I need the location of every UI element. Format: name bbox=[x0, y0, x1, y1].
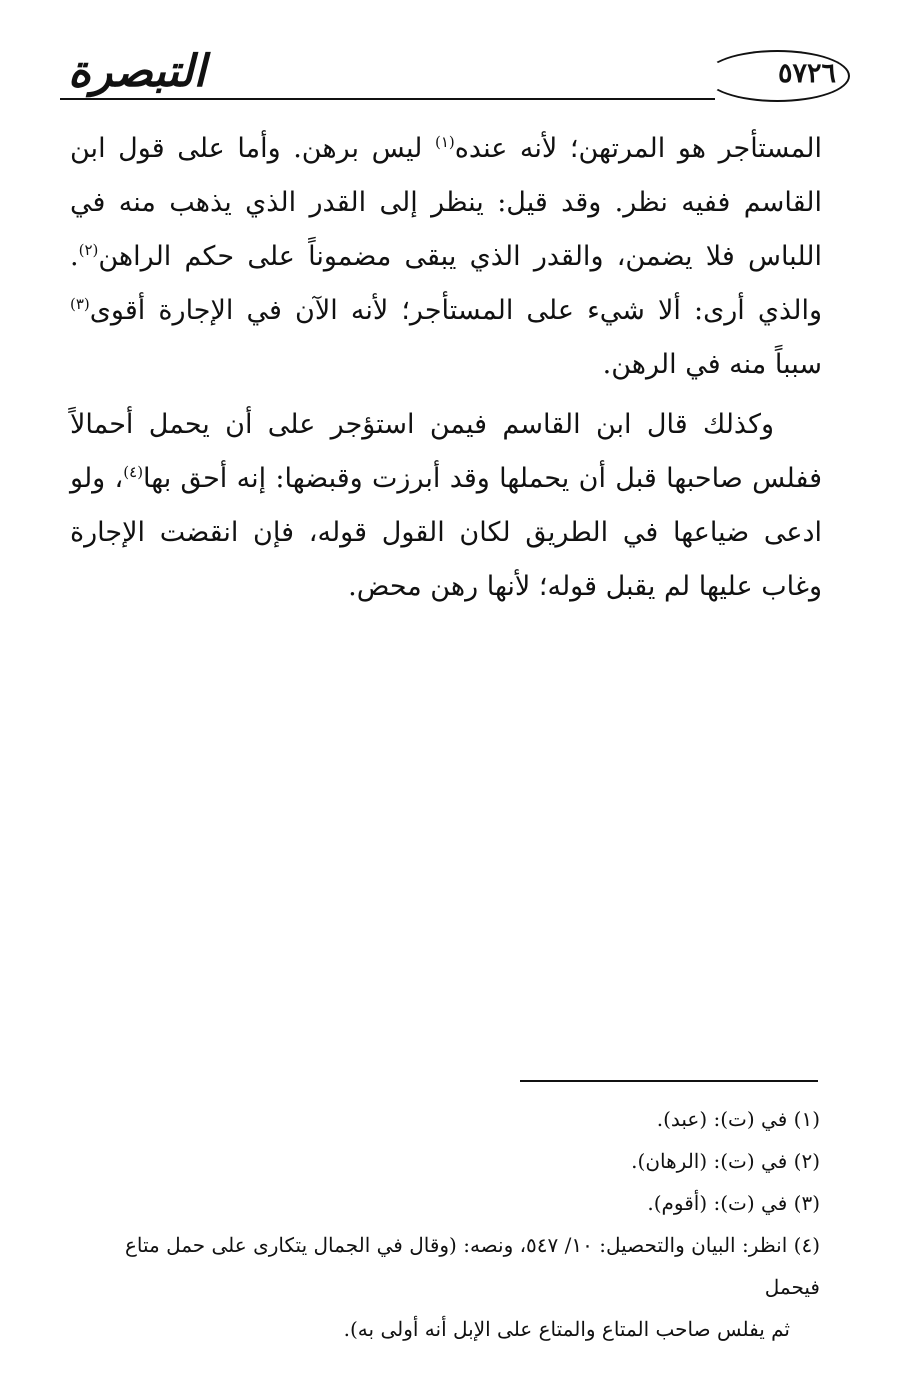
footnote: (١) في (ت): (عبد). bbox=[656, 1107, 820, 1131]
text-run: . والذي أرى: ألا شيء على المستأجر؛ لأنه الآن في الإجارة أقوى bbox=[70, 241, 822, 326]
text-run: وكذلك قال ابن القاسم فيمن استؤجر على أن يحمل أحمالاً ففلس صاحبها قبل أن يحملها وقد أبرزت وقبضها: إنه أحق بها bbox=[70, 409, 823, 494]
footnotes bbox=[85, 1098, 820, 1350]
footnote-ref-4: (٤) bbox=[123, 463, 144, 481]
text-run: ، ولو ادعى ضياعها في الطريق لكان القول قوله، فإن انقضت الإجارة وغاب عليها لم يقبل قوله؛ لأنها رهن محض. bbox=[70, 463, 822, 602]
footnote: (٣) في (ت): (أقوم). bbox=[647, 1191, 820, 1215]
footnote-ref-1: (١) bbox=[434, 133, 455, 151]
text-run: سبباً منه في الرهن. bbox=[602, 349, 822, 380]
header-rule bbox=[60, 98, 715, 100]
body-text bbox=[70, 122, 822, 614]
footnote-continuation: ثم يفلس صاحب المتاع والمتاع على الإبل أنه أولى به). bbox=[343, 1317, 790, 1341]
page-number: ٥٧٢٦ bbox=[777, 58, 836, 89]
page-header bbox=[60, 40, 850, 115]
text-run: المستأجر هو المرتهن؛ لأنه عنده bbox=[454, 133, 822, 164]
footnote-ref-2: (٢) bbox=[78, 241, 99, 259]
text-run: ليس برهن. وأما على قول ابن القاسم ففيه نظر. وقد قيل: ينظر إلى القدر الذي يذهب منه في اللباس فلا يضمن، والقدر الذي يبقى مضموناً على حكم الراهن bbox=[70, 133, 822, 272]
book-title: التبصرة bbox=[68, 46, 206, 97]
footnote-separator bbox=[520, 1080, 818, 1082]
footnote: (٤) انظر: البيان والتحصيل: ١٠/ ٥٤٧، ونصه: (وقال في الجمال يتكارى على حمل متاع فيحمل bbox=[124, 1233, 820, 1299]
paragraph bbox=[70, 122, 822, 392]
paragraph bbox=[70, 398, 822, 614]
footnote-ref-3: (٣) bbox=[70, 295, 90, 313]
footnote: (٢) في (ت): (الرهان). bbox=[631, 1149, 820, 1173]
